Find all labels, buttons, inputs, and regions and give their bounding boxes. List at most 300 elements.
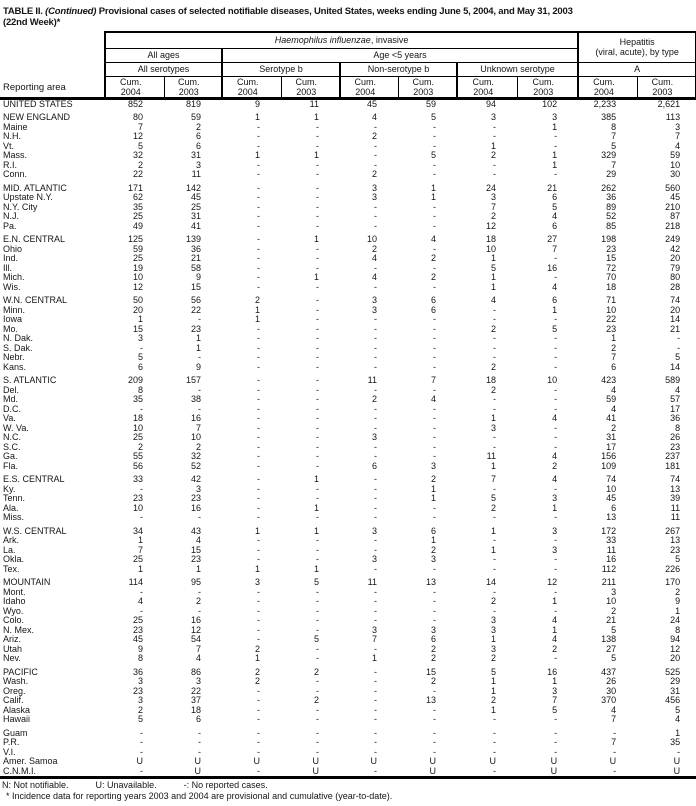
value-cell: - <box>316 141 319 151</box>
value-cell: - <box>316 686 319 696</box>
legend-line <box>2 780 696 791</box>
value-cell: - <box>316 212 319 221</box>
value-cell: 11 <box>191 170 201 179</box>
value-cell: 1 <box>313 564 319 574</box>
value-cell: 30 <box>670 170 681 179</box>
value-cell: - <box>374 442 377 452</box>
value-cell: 23 <box>670 545 681 555</box>
table-row <box>0 231 696 245</box>
reporting-area-cell: Mo. <box>3 324 19 334</box>
value-cell: 7 <box>611 353 617 362</box>
reporting-area-cell: Hawaii <box>3 715 31 724</box>
value-cell: 1 <box>490 141 496 151</box>
value-cell: 41 <box>190 221 201 231</box>
value-cell: 6 <box>430 525 436 536</box>
value-cell: 1 <box>430 536 436 545</box>
value-cell: - <box>316 182 319 193</box>
value-cell: - <box>140 484 143 494</box>
value-cell: 33 <box>606 536 617 545</box>
value-cell: 22 <box>606 315 617 324</box>
value-cell: - <box>257 461 260 471</box>
value-cell: 157 <box>185 375 201 385</box>
value-cell: 10 <box>485 244 496 254</box>
value-cell: 3 <box>371 295 377 305</box>
value-cell: U <box>517 767 578 778</box>
table-row <box>0 180 696 194</box>
table-row <box>0 98 696 109</box>
value-cell: 9 <box>254 98 260 109</box>
value-cell: - <box>316 587 319 597</box>
value-cell: 819 <box>185 98 201 109</box>
reporting-area-cell: Md. <box>3 395 19 404</box>
value-cell: - <box>257 362 260 372</box>
value-cell: - <box>257 452 260 461</box>
value-cell: 6 <box>430 305 436 315</box>
value-cell: - <box>374 474 377 484</box>
value-cell: - <box>257 474 260 484</box>
value-cell: 1 <box>254 112 260 122</box>
value-cell: 41 <box>606 414 617 423</box>
table-row <box>0 283 696 293</box>
value-cell: - <box>433 564 436 574</box>
value-cell: 43 <box>190 525 201 536</box>
reporting-area-header: Reporting area <box>0 32 105 98</box>
value-cell: 2 <box>490 151 496 160</box>
value-cell: 5 <box>430 151 436 160</box>
value-cell: 10 <box>132 273 143 282</box>
table-row <box>0 386 696 396</box>
value-cell: - <box>374 597 377 606</box>
value-cell: - <box>374 353 377 362</box>
value-cell: 4 <box>490 295 496 305</box>
value-cell: 4 <box>552 414 558 423</box>
age-under5-header: Age <5 years <box>222 48 578 62</box>
value-cell: 3 <box>490 644 496 654</box>
value-cell: - <box>374 616 377 625</box>
value-cell: 52 <box>190 461 201 471</box>
table-row <box>0 555 696 565</box>
table-row <box>0 414 696 424</box>
unknown-serotype-header: Unknown serotype <box>457 62 578 76</box>
non-serotype-b-header: Non-serotype b <box>340 62 457 76</box>
value-cell: 2 <box>137 442 143 452</box>
table-row <box>0 767 696 778</box>
value-cell: 1 <box>490 525 496 536</box>
reporting-area-cell: C.N.M.I. <box>0 767 105 778</box>
value-cell: 2 <box>254 295 260 305</box>
value-cell: - <box>316 343 319 353</box>
value-cell: - <box>257 353 260 362</box>
value-cell: 3 <box>552 545 558 555</box>
value-cell: 59 <box>132 244 143 254</box>
value-cell: 21 <box>606 616 617 625</box>
value-cell: 1 <box>675 606 681 616</box>
value-cell: 13 <box>606 513 617 522</box>
value-cell: - <box>316 484 319 494</box>
value-cell: 7 <box>490 202 496 212</box>
reporting-area-cell: Utah <box>3 644 23 654</box>
value-cell: 4 <box>195 536 201 545</box>
value-cell: 59 <box>190 112 201 122</box>
value-cell: - <box>374 282 377 292</box>
value-cell: - <box>554 727 558 738</box>
value-cell: 31 <box>190 212 201 221</box>
value-cell: 1 <box>552 305 558 315</box>
value-cell: 125 <box>127 234 143 244</box>
table-row <box>0 757 696 767</box>
value-cell: 31 <box>670 686 681 696</box>
table-row <box>0 546 696 556</box>
value-cell: 8 <box>137 385 143 395</box>
value-cell: - <box>433 141 436 151</box>
value-cell: - <box>316 404 319 414</box>
value-cell: - <box>257 587 260 597</box>
value-cell: 20 <box>670 305 681 315</box>
value-cell: 56 <box>132 461 143 471</box>
value-cell: - <box>554 315 558 324</box>
value-cell: 23 <box>606 244 617 254</box>
value-cell: 18 <box>606 282 617 292</box>
value-cell: 5 <box>611 625 617 635</box>
value-cell: 3 <box>490 423 496 433</box>
value-cell: - <box>374 686 377 696</box>
value-cell: - <box>257 616 260 625</box>
table-row <box>0 254 696 264</box>
table-row <box>0 626 696 636</box>
value-cell: 2 <box>611 606 617 616</box>
value-cell: - <box>374 404 377 414</box>
value-cell: 3 <box>137 334 143 343</box>
value-cell: - <box>433 715 436 724</box>
value-cell: U <box>164 767 222 778</box>
value-cell: 114 <box>128 577 143 587</box>
value-cell: - <box>554 442 558 452</box>
value-cell: 3 <box>490 193 496 202</box>
value-cell: 2 <box>490 696 496 705</box>
value-cell: - <box>257 635 260 644</box>
value-cell: 5 <box>430 112 436 122</box>
table-row <box>0 645 696 655</box>
reporting-area-cell: Del. <box>3 385 20 395</box>
reporting-area-cell: Ind. <box>3 254 19 263</box>
value-cell: - <box>554 423 558 433</box>
table-row <box>0 597 696 607</box>
table-row <box>0 170 696 180</box>
value-cell: - <box>493 334 496 343</box>
value-cell: - <box>493 555 496 564</box>
table-row <box>0 363 696 373</box>
value-cell: - <box>257 385 260 395</box>
reporting-area-cell: V.I. <box>3 747 16 757</box>
value-cell: - <box>374 334 377 343</box>
value-cell: - <box>316 442 319 452</box>
value-cell: 1 <box>490 686 496 696</box>
value-cell: 34 <box>132 525 143 536</box>
value-cell: 36 <box>670 414 681 423</box>
value-cell: 59 <box>425 98 436 109</box>
value-cell: 36 <box>190 244 201 254</box>
hepatitis-line2: (viral, acute), by type <box>595 47 679 58</box>
haemophilus-group-header <box>105 32 578 48</box>
reporting-area-cell: Tenn. <box>3 494 26 503</box>
value-cell: - <box>433 212 436 221</box>
value-cell: 4 <box>371 254 377 263</box>
value-cell: - <box>198 738 201 747</box>
value-cell: 1 <box>137 315 143 324</box>
value-cell: - <box>493 433 496 442</box>
value-cell: 2 <box>371 170 377 179</box>
value-cell: 7 <box>195 644 201 654</box>
value-cell: 12 <box>485 221 496 231</box>
reporting-area-cell: MOUNTAIN <box>3 577 51 587</box>
value-cell: - <box>257 141 260 151</box>
reporting-area-cell: Ark. <box>3 536 20 545</box>
value-cell: - <box>554 404 558 414</box>
value-cell: - <box>493 132 496 141</box>
value-cell: 7 <box>611 132 617 141</box>
value-cell: 156 <box>601 452 617 461</box>
value-cell: 15 <box>132 324 143 334</box>
value-cell: 2,233 <box>593 98 617 109</box>
value-cell: - <box>554 343 558 353</box>
value-cell: 1 <box>552 677 558 686</box>
value-cell: 2 <box>490 503 496 513</box>
value-cell: - <box>257 625 260 635</box>
value-cell: - <box>316 738 319 747</box>
reporting-area-cell: Alaska <box>3 705 31 715</box>
reporting-area-cell: Nev. <box>3 654 21 663</box>
value-cell: 25 <box>132 433 143 442</box>
value-cell: - <box>316 452 319 461</box>
table-row <box>0 292 696 306</box>
value-cell: 525 <box>665 666 681 677</box>
value-cell: 35 <box>670 738 681 747</box>
value-cell: - <box>257 263 260 273</box>
value-cell: 59 <box>670 151 681 160</box>
value-cell: 94 <box>485 98 496 109</box>
value-cell: 25 <box>132 616 143 625</box>
value-cell: 5 <box>675 705 681 715</box>
value-cell: 3 <box>552 686 558 696</box>
cum-column-header: Cum. 2003 <box>398 76 457 98</box>
value-cell: 6 <box>430 295 436 305</box>
value-cell: 24 <box>670 616 681 625</box>
value-cell: - <box>257 738 260 747</box>
value-cell: - <box>374 362 377 372</box>
value-cell: 218 <box>665 221 681 231</box>
value-cell: 80 <box>132 112 143 122</box>
reporting-area-cell: Wis. <box>3 282 21 292</box>
value-cell: 2 <box>490 212 496 221</box>
value-cell: 29 <box>606 170 617 179</box>
reporting-area-cell: Mich. <box>3 273 25 282</box>
reporting-area-cell: N.C. <box>3 433 21 442</box>
value-cell: - <box>198 727 201 738</box>
value-cell: - <box>316 727 319 738</box>
value-cell: 15 <box>190 545 201 555</box>
value-cell: - <box>316 705 319 715</box>
value-cell: 45 <box>606 494 617 503</box>
value-cell: - <box>257 747 260 757</box>
value-cell: - <box>433 343 436 353</box>
value-cell: 16 <box>190 503 201 513</box>
value-cell: 1 <box>552 151 558 160</box>
value-cell: - <box>554 353 558 362</box>
table-row <box>0 443 696 453</box>
value-cell: - <box>257 597 260 606</box>
value-cell: - <box>433 727 436 738</box>
value-cell: - <box>257 727 260 738</box>
value-cell: 74 <box>670 295 681 305</box>
value-cell: - <box>316 282 319 292</box>
value-cell: 3 <box>430 461 436 471</box>
value-cell: 74 <box>670 474 681 484</box>
reporting-area-cell: N.J. <box>3 212 20 221</box>
reporting-area-cell: S. ATLANTIC <box>3 375 57 385</box>
value-cell: 112 <box>601 564 617 574</box>
value-cell: - <box>493 343 496 353</box>
value-cell: 23 <box>190 494 201 503</box>
value-cell: 3 <box>552 494 558 503</box>
value-cell: - <box>554 587 558 597</box>
value-cell: - <box>257 494 260 503</box>
value-cell: U <box>312 757 319 766</box>
value-cell: - <box>554 513 558 522</box>
reporting-area-cell: E.N. CENTRAL <box>3 234 66 244</box>
value-cell: - <box>554 433 558 442</box>
value-cell: 1 <box>552 597 558 606</box>
value-cell: 95 <box>190 577 201 587</box>
value-cell: - <box>105 767 164 778</box>
value-cell: 7 <box>430 375 436 385</box>
page-title <box>0 0 696 31</box>
table-row <box>0 715 696 725</box>
value-cell: - <box>198 606 201 616</box>
value-cell: 7 <box>195 423 201 433</box>
value-cell: 94 <box>670 635 681 644</box>
value-cell: 1 <box>313 273 319 282</box>
table-row <box>0 273 696 283</box>
value-cell: 2 <box>254 644 260 654</box>
value-cell: 5 <box>490 666 496 677</box>
value-cell: - <box>493 395 496 404</box>
value-cell: - <box>493 564 496 574</box>
value-cell: 4 <box>675 385 681 395</box>
value-cell: 437 <box>601 666 617 677</box>
reporting-area-cell: Idaho <box>3 597 26 606</box>
value-cell: 2 <box>490 597 496 606</box>
value-cell: - <box>140 343 143 353</box>
table-row <box>0 687 696 697</box>
value-cell: 2 <box>430 677 436 686</box>
value-cell: 15 <box>190 282 201 292</box>
value-cell: 4 <box>137 597 143 606</box>
reporting-area-cell: Calif. <box>3 696 24 705</box>
reporting-area-cell: Nebr. <box>3 353 25 362</box>
value-cell: 6 <box>552 221 558 231</box>
value-cell: 3 <box>195 677 201 686</box>
value-cell: 4 <box>611 385 617 395</box>
value-cell: 2 <box>313 696 319 705</box>
value-cell: - <box>257 334 260 343</box>
value-cell: 36 <box>132 666 143 677</box>
value-cell: - <box>257 254 260 263</box>
reporting-area-cell: N. Dak. <box>3 334 34 343</box>
value-cell: 2 <box>430 654 436 663</box>
value-cell: - <box>316 606 319 616</box>
value-cell: 21 <box>547 182 558 193</box>
hepatitis-line1: Hepatitis <box>619 36 655 47</box>
serotype-b-header: Serotype b <box>222 62 340 76</box>
value-cell: - <box>316 654 319 663</box>
value-cell: 1 <box>254 151 260 160</box>
all-ages-header: All ages <box>105 48 222 62</box>
value-cell: - <box>316 295 319 305</box>
value-cell: 1 <box>195 343 201 353</box>
table-row <box>0 123 696 133</box>
value-cell: 4 <box>552 616 558 625</box>
value-cell: 9 <box>195 273 201 282</box>
value-cell: 181 <box>665 461 681 471</box>
table-row <box>0 203 696 213</box>
value-cell: 1 <box>430 193 436 202</box>
value-cell: 7 <box>675 132 681 141</box>
value-cell: 1 <box>313 503 319 513</box>
value-cell: - <box>554 334 558 343</box>
value-cell: 37 <box>190 696 201 705</box>
value-cell: - <box>433 324 436 334</box>
reporting-area-cell: Guam <box>3 727 28 738</box>
value-cell: 32 <box>132 151 143 160</box>
reporting-area-cell: UNITED STATES <box>3 98 73 109</box>
value-cell: 1 <box>490 461 496 471</box>
value-cell: 1 <box>552 122 558 132</box>
value-cell: 3 <box>371 433 377 442</box>
value-cell: 4 <box>371 273 377 282</box>
haemophilus-suffix: , invasive <box>370 35 409 45</box>
value-cell: 11 <box>606 545 617 555</box>
value-cell: 3 <box>371 305 377 315</box>
value-cell: - <box>140 727 143 738</box>
hepatitis-a-header: A <box>578 62 696 76</box>
value-cell: - <box>316 305 319 315</box>
value-cell: 3 <box>552 525 558 536</box>
value-cell: 1 <box>313 112 319 122</box>
table-row <box>0 151 696 161</box>
reporting-area-cell: E.S. CENTRAL <box>3 474 65 484</box>
value-cell: - <box>316 414 319 423</box>
reporting-area-cell: N. Mex. <box>3 625 35 635</box>
table-row <box>0 315 696 325</box>
value-cell: 32 <box>190 452 201 461</box>
value-cell: 52 <box>606 212 617 221</box>
value-cell: - <box>554 654 558 663</box>
reporting-area-cell: R.I. <box>3 160 18 170</box>
value-cell: 9 <box>137 644 143 654</box>
value-cell: 8 <box>675 423 681 433</box>
value-cell: 3 <box>430 555 436 564</box>
value-cell: - <box>374 212 377 221</box>
value-cell: 5 <box>313 577 319 587</box>
value-cell: 4 <box>552 452 558 461</box>
value-cell: 5 <box>490 494 496 503</box>
value-cell: 20 <box>132 305 143 315</box>
value-cell: 85 <box>606 221 617 231</box>
value-cell: - <box>554 132 558 141</box>
value-cell: - <box>222 767 281 778</box>
value-cell: - <box>316 545 319 555</box>
value-cell: - <box>257 536 260 545</box>
